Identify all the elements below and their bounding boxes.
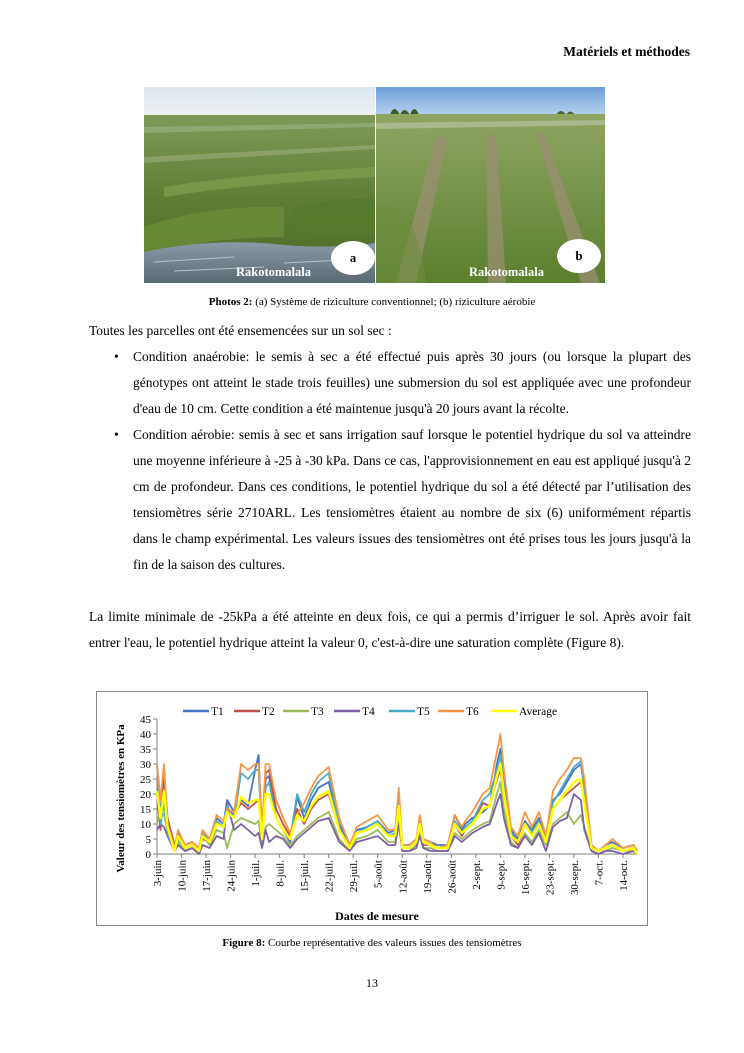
figure-caption-text: Courbe représentative des valeurs issues des tensiomètres (265, 937, 522, 949)
x-tick-label: 15-juil. (299, 860, 312, 893)
y-tick-label: 25 (140, 774, 151, 786)
y-tick-label: 0 (145, 849, 151, 861)
x-tick-label: 17-juin (201, 860, 214, 892)
y-tick-label: 45 (140, 714, 151, 726)
bullet-icon: • (114, 349, 119, 364)
x-tick-label: 10-juin (176, 860, 189, 892)
x-tick-label: 26-août (446, 860, 459, 894)
y-tick-label: 30 (140, 759, 151, 771)
x-tick-label: 29-juil. (348, 860, 361, 893)
x-tick-label: 5-août (372, 860, 385, 889)
x-tick-label: 12-août (397, 860, 410, 894)
bullet-text-aerobic: Condition aérobie: semis à sec et sans irrigation sauf lorsque le potentiel hydrique du sol va atteindre une moyenne inférieure à -25 à -30 kPa. Dans ce cas, l'approvisionnement en eau est appliqué jusqu'à 2 cm de profondeur. Dans ces conditions, le potentiel hydrique du sol a été détecté par l’utilisation des tensiomètres série 2710ARL. Les tensiomètres étaient au nombre de six (6) uniformément répartis dans le champ expérimental. Les valeurs issues des tensiomètres ont été prises tous les jours jusqu'à la fin de la saison des cultures. (133, 427, 691, 572)
intro-paragraph: Toutes les parcelles ont été ensemencées sur un sol sec : (89, 323, 392, 338)
photos-caption-text: (a) Système de riziculture conventionnel; (b) riziculture aérobie (252, 296, 536, 308)
x-tick-label: 14-oct. (617, 860, 630, 891)
legend-label-t2: T2 (262, 706, 275, 718)
chart-svg (97, 692, 647, 925)
photos-caption (0, 296, 744, 308)
x-tick-label: 1-juil. (250, 860, 263, 887)
legend-label-t5: T5 (417, 706, 430, 718)
figure-caption (0, 937, 744, 949)
tensiometer-chart (96, 691, 648, 926)
bullet-text-anaerobic: Condition anaérobie: le semis à sec a été effectué puis après 30 jours (ou lorsque la plupart des génotypes ont atteint le stade trois feuilles) une submersion du sol est appliquée avec une profondeur d'eau de 10 cm. Cette condition a été maintenue jusqu'à 20 jours avant la récolte. (133, 349, 691, 416)
running-header: Matériels et méthodes (563, 44, 690, 59)
page-number: 13 (366, 976, 378, 990)
y-tick-label: 15 (140, 804, 151, 816)
photo-credit-b: Rakotomalala (469, 265, 544, 279)
x-axis-title: Dates de mesure (335, 909, 419, 923)
photo-label-a: a (331, 241, 375, 275)
y-tick-label: 20 (140, 789, 151, 801)
x-tick-label: 23-sept. (544, 860, 557, 896)
y-tick-label: 10 (140, 819, 151, 831)
legend-label-t6: T6 (466, 706, 479, 718)
list-item (89, 422, 691, 578)
figure-caption-label: Figure 8: (222, 937, 266, 949)
x-tick-label: 3-juin (152, 860, 164, 887)
photos-figure (144, 87, 605, 283)
legend-label-t1: T1 (211, 706, 224, 718)
x-tick-label: 30-sept. (568, 860, 581, 896)
x-tick-label: 22-juil. (323, 860, 336, 893)
x-tick-label: 2-sept. (470, 860, 483, 890)
conditions-list (89, 344, 691, 578)
x-tick-label: 7-oct. (593, 860, 606, 886)
x-tick-label: 24-juin (225, 860, 238, 892)
photo-aerobic-rice (376, 87, 605, 283)
legend-label-t3: T3 (311, 706, 324, 718)
photo-conventional-rice (144, 87, 375, 283)
conclusion-paragraph: La limite minimale de -25kPa a été atteinte en deux fois, ce qui a permis d’irriguer le sol. Après avoir fait entrer l'eau, le potentiel hydrique atteint la valeur 0, c'est-à-dire une saturation complète (Figure 8). (89, 609, 691, 650)
photo-label-b: b (557, 239, 601, 273)
y-tick-label: 40 (140, 729, 151, 741)
x-tick-label: 19-août (421, 860, 434, 894)
x-tick-label: 16-sept. (519, 860, 532, 896)
bullet-icon: • (114, 427, 119, 442)
photos-caption-label: Photos 2: (208, 296, 253, 308)
x-tick-label: 8-juil. (274, 860, 287, 887)
y-tick-label: 35 (140, 744, 151, 756)
x-tick-label: 9-sept. (495, 860, 508, 890)
list-item (89, 344, 691, 422)
photo-credit-a: Rakotomalala (236, 265, 311, 279)
y-tick-label: 5 (145, 834, 151, 846)
y-axis-title: Valeur des tensiomètres en KPa (115, 724, 127, 873)
legend-label-average: Average (519, 706, 558, 718)
legend-label-t4: T4 (362, 706, 375, 718)
